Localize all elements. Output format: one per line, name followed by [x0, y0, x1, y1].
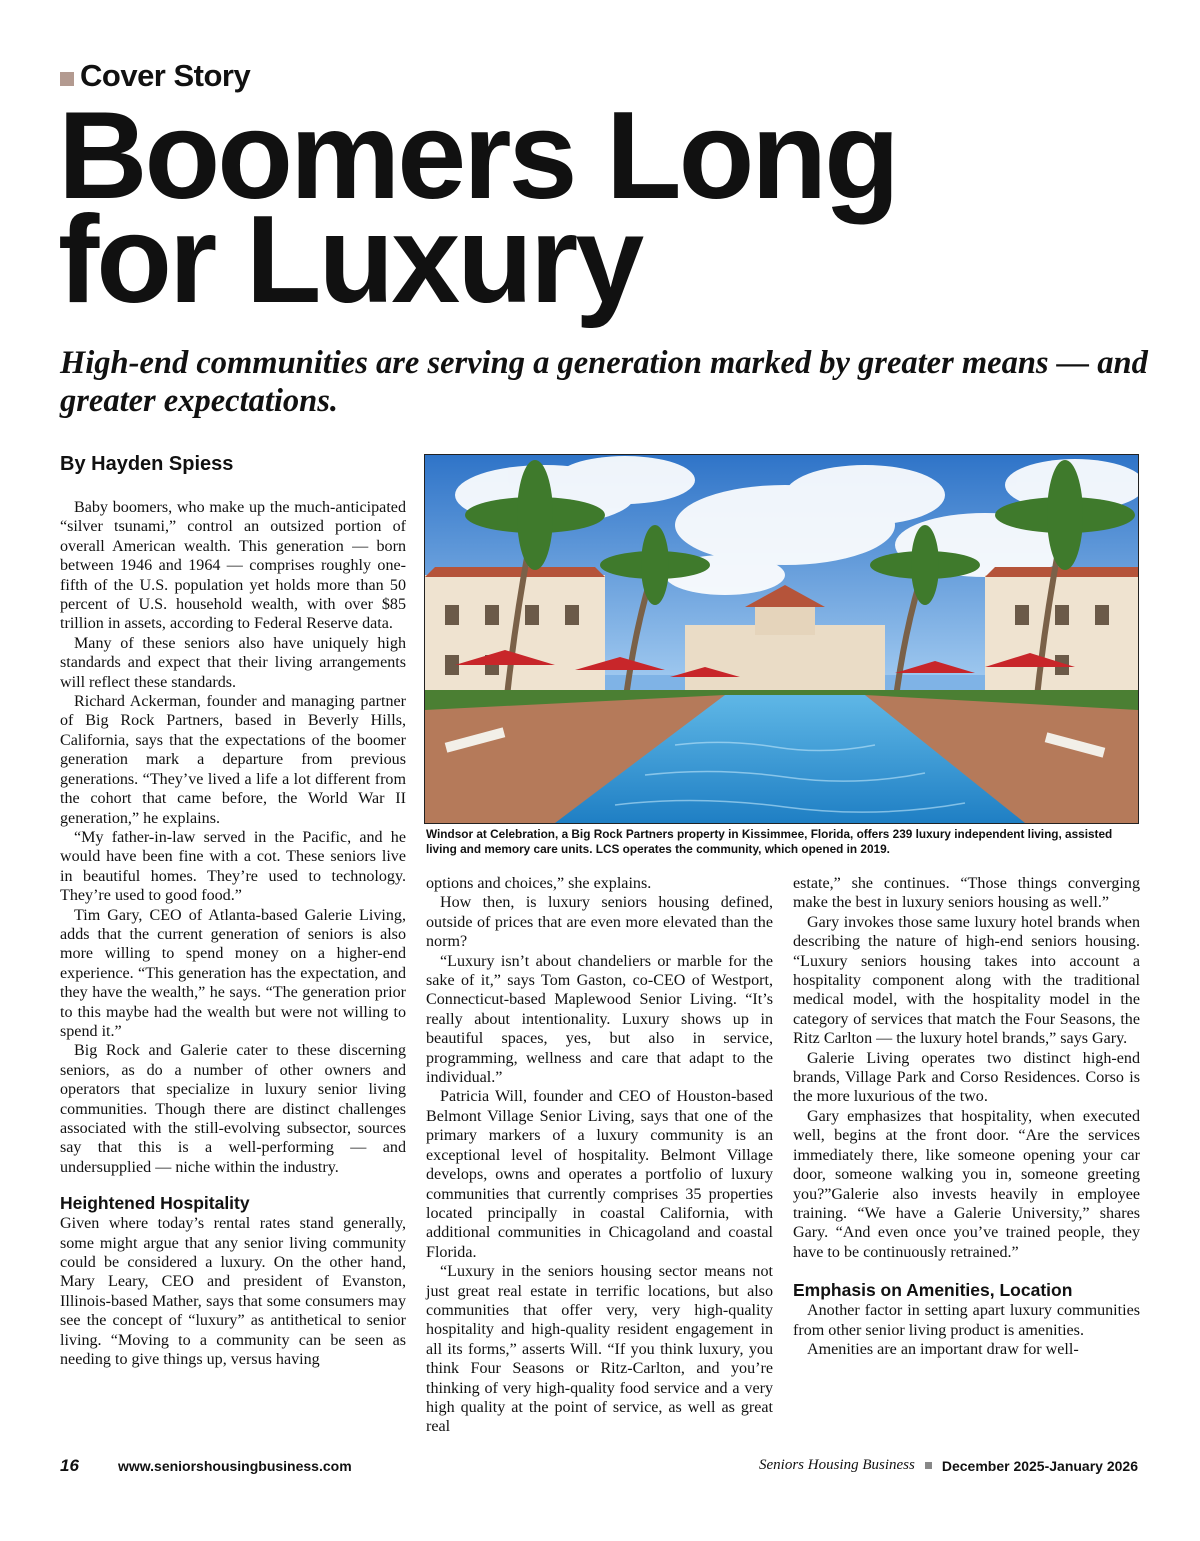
publication-name: Seniors Housing Business [759, 1457, 915, 1473]
article-column-3 [793, 874, 1140, 1359]
paragraph: Gary invokes those same luxury hotel brands when describing the nature of high-end seniors housing. “Luxury seniors housing takes into account a hospitality component along with the traditional medical model, with the hospitality model in the category of services that match the Four Seasons, the Ritz Carlton — the luxury hotel brands,” says Gary. [793, 913, 1140, 1048]
paragraph: Baby boomers, who make up the much-anticipated “silver tsunami,” control an outsized portion of overall American wealth. This generation — born between 1946 and 1964 — comprises roughly one-fifth of the U.S. population yet holds more than 50 percent of U.S. household wealth, with over $85 trillion in assets, according to Federal Reserve data. [60, 499, 406, 633]
deck: High-end communities are serving a generation marked by greater means — and greater expectations. [60, 345, 1148, 419]
pool-photo [425, 455, 1138, 823]
pool-photo-illustration [425, 455, 1138, 823]
paragraph: “Luxury isn’t about chandeliers or marble for the sake of it,” says Tom Gaston, co-CEO of Westport, Connecticut-based Maplewood Senior Living. “It’s really about intentionality. Luxury shows up in beautiful spaces, yes, but also in service, programming, wellness and care that adapt to the individual.” [426, 952, 773, 1087]
paragraph: Many of these seniors also have uniquely high standards and expect that their living arrangements will reflect these standards. [60, 634, 406, 691]
paragraph: Patricia Will, founder and CEO of Houston-based Belmont Village Senior Living, says that one of the primary markers of a luxury community is an exceptional level of hospitality. Belmont Village develops, owns and operates a portfolio of luxury communities that currently comprises 35 properties located principally in coastal California, with additional communities in Chicagoland and coastal Florida. [426, 1088, 773, 1261]
paragraph: Given where today’s rental rates stand generally, some might argue that any senior living community could be considered a luxury. On the other hand, Mary Leary, CEO and president of Evanston, Illinois-based Mather, says that some consumers may see the concept of “luxury” as antithetical to senior living. “Moving to a community can be seen as needing to give things up, versus having [60, 1215, 406, 1369]
paragraph: “Luxury in the seniors housing sector means not just great real estate in terrific locations, but also communities that offer very, very high-quality hospitality and high-quality resident engagement in all its forms,” asserts Will. “If you think luxury, you think Four Seasons or Ritz-Carlton, and you’re thinking of very high-quality food service and a very high quality at the point of service, as well as great real [426, 1263, 773, 1436]
separator-square-icon [925, 1462, 932, 1469]
page-number: 16 [60, 1456, 79, 1475]
issue-date: December 2025-January 2026 [941, 1457, 1138, 1474]
article-column-2 [426, 874, 773, 1437]
subhead-heightened-hospitality: Heightened Hospitality [60, 1193, 250, 1214]
paragraph: Galerie Living operates two distinct high-end brands, Village Park and Corso Residences. Corso is the more luxurious of the two. [793, 1049, 1140, 1106]
paragraph: Amenities are an important draw for well- [807, 1340, 1079, 1358]
footer-publication-info [759, 1457, 1138, 1474]
headline [58, 87, 1058, 329]
byline: By Hayden Spiess [60, 453, 234, 475]
article-column-1 [60, 498, 406, 1369]
paragraph: options and choices,” she explains. [426, 875, 652, 892]
photo-caption: Windsor at Celebration, a Big Rock Partners property in Kissimmee, Florida, offers 239 luxury independent living, assisted living and memory care units. LCS operates the community, which opened in 2019. [426, 827, 1113, 856]
paragraph: Tim Gary, CEO of Atlanta-based Galerie Living, adds that the current generation of seniors is also more willing to spend money on a higher-end experience. “This generation has the expectation, and they have the wealth,” he says. “The generation prior to this maybe had the wealth but were not willing to spend it.” [60, 906, 406, 1040]
paragraph: estate,” she continues. “Those things converging make the best in luxury seniors housing as well.” [793, 875, 1140, 912]
paragraph: How then, is luxury seniors housing defined, outside of prices that are even more elevated than the norm? [426, 894, 773, 951]
footer-url: www.seniorshousingbusiness.com [118, 1458, 352, 1474]
section-square-icon [60, 72, 74, 86]
section-label-text: Cover Story [80, 58, 251, 93]
paragraph: Richard Ackerman, founder and managing partner of Big Rock Partners, based in Beverly Hills, California, says that the expectations of the boomer generation mark a departure from previous generations. “They’ve lived a life a lot different from the cohort that came before, the World War II generation,” he explains. [60, 693, 406, 827]
paragraph: Big Rock and Galerie cater to these discerning seniors, as do a number of other owners and operators that specialize in luxury senior living communities. Though there are distinct challenges associated with the still-evolving subsector, sources say that this is a well-performing — and undersupplied — niche within the industry. [60, 1042, 406, 1176]
paragraph: “My father-in-law served in the Pacific, and he would have been fine with a cot. These seniors live in beautiful homes. They’re used to technology. They’re used to good food.” [60, 828, 406, 905]
headline-line-1: Boomers Long [58, 87, 897, 225]
paragraph: Another factor in setting apart luxury communities from other senior living product is amenities. [793, 1302, 1140, 1339]
paragraph: Gary emphasizes that hospitality, when executed well, begins at the front door. “Are the services immediately there, like someone opening your car door, someone walking you in, someone greeting you?”Galerie also invests heavily in employee training. “We have a Galerie University,” shares Gary. “And even once you’ve trained people, they have to be continuously retrained.” [793, 1107, 1140, 1261]
subhead-emphasis-amenities: Emphasis on Amenities, Location [793, 1280, 1073, 1301]
headline-line-2: for Luxury [58, 191, 642, 329]
